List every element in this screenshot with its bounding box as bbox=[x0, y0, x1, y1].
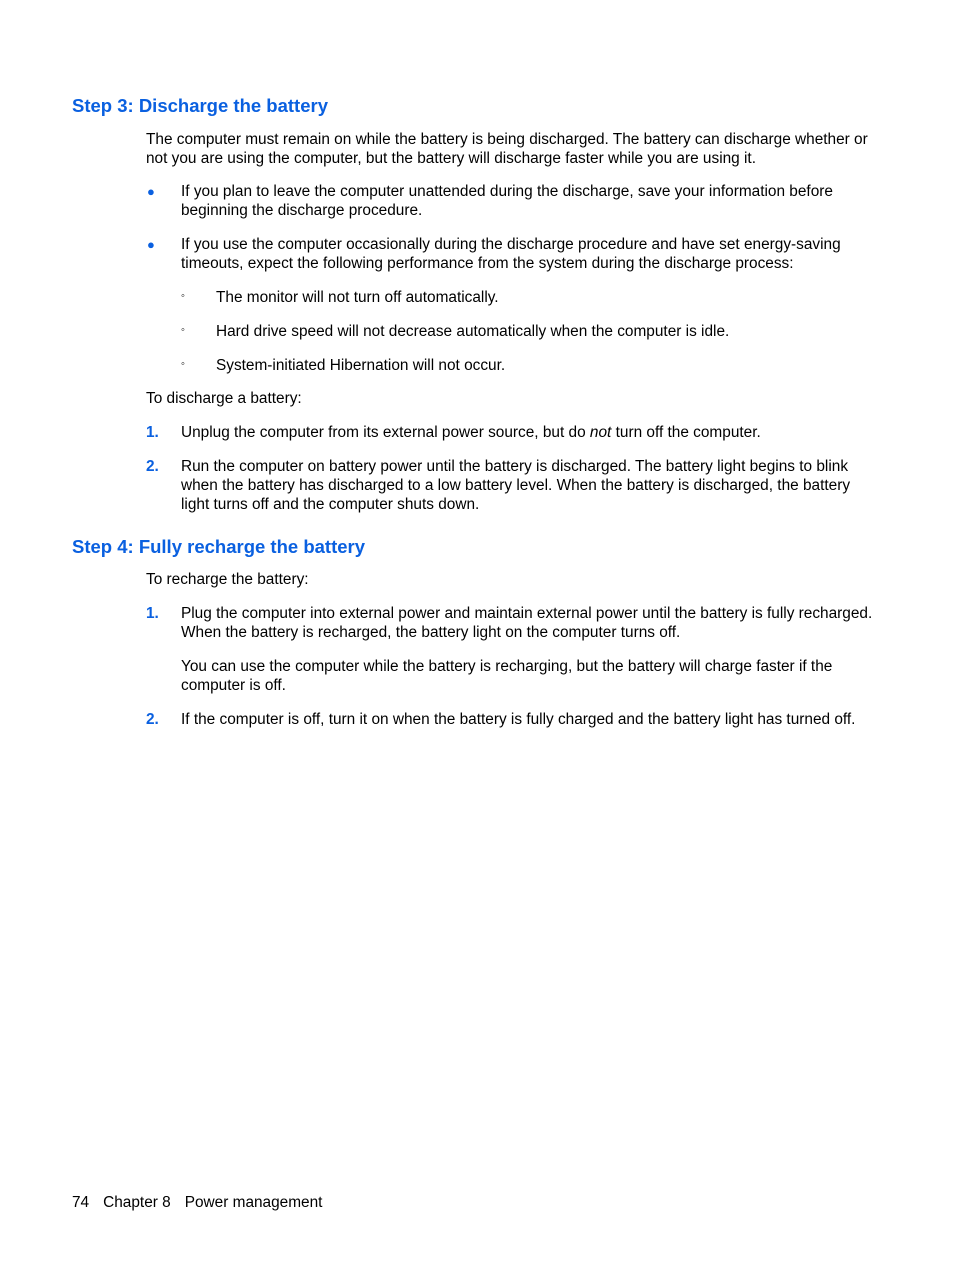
sub-bullet-icon: ◦ bbox=[181, 324, 185, 336]
step-note: You can use the computer while the battery is recharging, but the battery will charge faster if the computer is off. bbox=[181, 658, 833, 694]
step-number: 1. bbox=[146, 605, 159, 622]
step-number: 2. bbox=[146, 458, 159, 475]
step-text: If the computer is off, turn it on when the battery is fully charged and the battery light has turned off. bbox=[181, 711, 856, 728]
step-text-after: turn off the computer. bbox=[611, 424, 761, 441]
chapter-label: Chapter 8 bbox=[103, 1194, 171, 1211]
bullet-icon: ● bbox=[147, 237, 155, 252]
step-text bbox=[181, 423, 876, 442]
section-heading-step-4: Step 4: Fully recharge the battery bbox=[72, 536, 366, 557]
sub-bullet-text: Hard drive speed will not decrease automatically when the computer is idle. bbox=[216, 323, 730, 340]
step-number: 1. bbox=[146, 424, 159, 441]
step-text: Plug the computer into external power and maintain external power until the battery is fully recharged. When the battery is recharged, the battery light on the computer turns off. bbox=[181, 605, 873, 641]
step-number: 2. bbox=[146, 711, 159, 728]
step-text-before: Unplug the computer from its external power source, but do bbox=[181, 424, 590, 441]
step-text: Run the computer on battery power until the battery is discharged. The battery light begins to blink when the battery has discharged to a low battery level. When the battery is discharged, the battery light turns off and the computer shuts down. bbox=[181, 458, 851, 513]
sub-bullet-text: System-initiated Hibernation will not occur. bbox=[216, 357, 506, 374]
chapter-title: Power management bbox=[184, 1194, 323, 1211]
bullet-text: If you use the computer occasionally during the discharge procedure and have set energy-saving timeouts, expect the following performance from the system during the discharge process: bbox=[181, 236, 841, 272]
bullet-icon: ● bbox=[147, 184, 155, 199]
bullet-text: If you plan to leave the computer unattended during the discharge, save your information before beginning the discharge procedure. bbox=[181, 183, 833, 219]
page-footer bbox=[72, 1193, 336, 1212]
page-number: 74 bbox=[72, 1194, 90, 1211]
recharge-lead: To recharge the battery: bbox=[146, 571, 309, 588]
section-heading-step-3: Step 3: Discharge the battery bbox=[72, 95, 328, 116]
sub-bullet-text: The monitor will not turn off automatically. bbox=[216, 289, 499, 306]
discharge-lead: To discharge a battery: bbox=[146, 390, 302, 407]
sub-bullet-icon: ◦ bbox=[181, 290, 185, 302]
step-text-emphasis: not bbox=[589, 424, 612, 441]
section-3-intro: The computer must remain on while the battery is being discharged. The battery can discharge whether or not you are using the computer, but the battery will discharge faster while you are using it. bbox=[146, 131, 868, 167]
sub-bullet-icon: ◦ bbox=[181, 358, 185, 370]
